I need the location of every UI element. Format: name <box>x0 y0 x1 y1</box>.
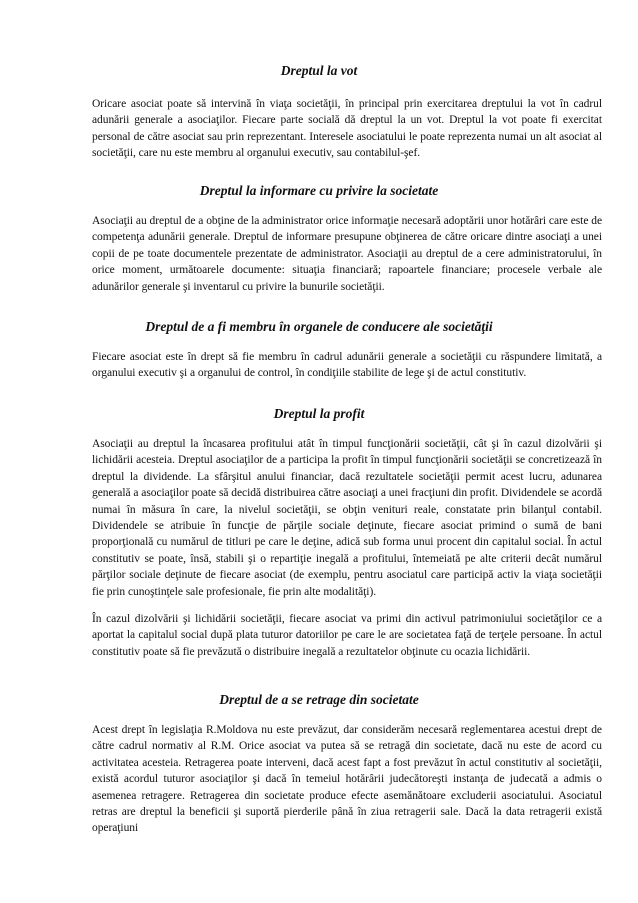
paragraph-profit-1: Asociaţii au dreptul la încasarea profitului atât în timpul funcţionării societăţii, cât şi în cazul dizolvării şi lichidării acesteia. Dreptul asociaţilor de a participa la profit în timpul funcţionării societăţii se concretizează în dreptul la dividende. La sfârşitul anului financiar, dacă rezultatele societăţii permit acest lucru, adunarea generală a asociaţilor poate să decidă distribuirea către asociaţi a unei fracţiuni din profit. Dividendele se acordă numai în măsura în care, la nivelul societăţii, se obţin venituri reale, constatate prin bilanţul contabil. Dividendele se atribuie în funcţie de părţile sociale deţinute, fiecare asociat primind o sumă de bani proporţională cu numărul de titluri pe care le deţine, adică sub forma unui procent din capitalul social. În actul constitutiv se poate, însă, stabili şi o repartiţie inegală a profitului, întemeiată pe alte criterii decât numărul părţilor sociale deţinute de fiecare asociat (de exemplu, pentru asociatul care participă activ la viaţa societăţii fie prin cunoştinţele sale profesionale, fie prin alte modalităţi). <box>92 438 602 598</box>
section-heading-withdrawal: Dreptul de a se retrage din societate <box>219 692 419 707</box>
paragraph-withdrawal: Acest drept în legislaţia R.Moldova nu este prevăzut, dar considerăm necesară reglementarea acestui drept de către cadrul normativ al R.M. Orice asociat va putea să se retragă din societate, dacă nu este de acord cu activitatea acesteia. Retragerea poate interveni, dacă acest fapt a fost prevăzut în actul constitutiv al societăţii, există acordul tuturor asociaţilor şi dacă în temeiul hotărârii judecătoreşti instanţa de judecată a admis o asemenea retragere. Retragerea din societate produce efecte asemănătoare excluderii asociatului. Asociatul retras are dreptul la beneficii şi suportă pierderile până în ziua retragerii sale. Dacă la data retragerii există operaţiuni <box>92 724 602 835</box>
section-heading-membership: Dreptul de a fi membru în organele de conducere ale societăţii <box>145 319 493 334</box>
paragraph-vote: Oricare asociat poate să intervină în viaţa societăţii, în principal prin exercitarea dreptului la vot în cadrul adunării generale a asociaţilor. Fiecare parte socială dă dreptul la un vot. Dreptul la vot poate fi exercitat personal de către asociat sau prin reprezentant. Interesele asociatului le poate reprezenta numai un alt asociat al societăţii, care nu este membru al organului executiv, sau contabilul-şef. <box>92 98 602 160</box>
section-heading-vote: Dreptul la vot <box>280 63 358 78</box>
paragraph-information: Asociaţii au dreptul de a obţine de la administrator orice informaţie necesară adoptării unor hotărâri care este de competenţa adunării generale. Dreptul de informare presupune obţinerea de către oricare dintre asociaţi a unei copii de pe toate documentele prezentate de administrator. Asociaţii au dreptul de a cere administratorului, în orice moment, următoarele documente: situaţia financiară; rapoartele financiare; procesele verbale ale adunărilor generale şi inventarul cu privire la bunurile societăţii. <box>92 215 602 293</box>
paragraph-profit-2: În cazul dizolvării şi lichidării societăţii, fiecare asociat va primi din activul patrimoniului societăţilor ce a aportat la capitalul social după plata tuturor datoriilor pe care le are societatea faţă de terţele persoane. În actul constitutiv poate să fie prevăzută o distribuire inegală a rezultatelor obţinute cu ocazia lichidării. <box>92 613 602 658</box>
section-heading-profit: Dreptul la profit <box>273 406 365 421</box>
section-heading-information: Dreptul la informare cu privire la societate <box>199 183 439 198</box>
paragraph-membership: Fiecare asociat este în drept să fie membru în cadrul adunării generale a societăţii cu răspundere limitată, a organului executiv şi a organului de control, în condiţiile stabilite de lege şi de actul constitutiv. <box>92 351 602 380</box>
